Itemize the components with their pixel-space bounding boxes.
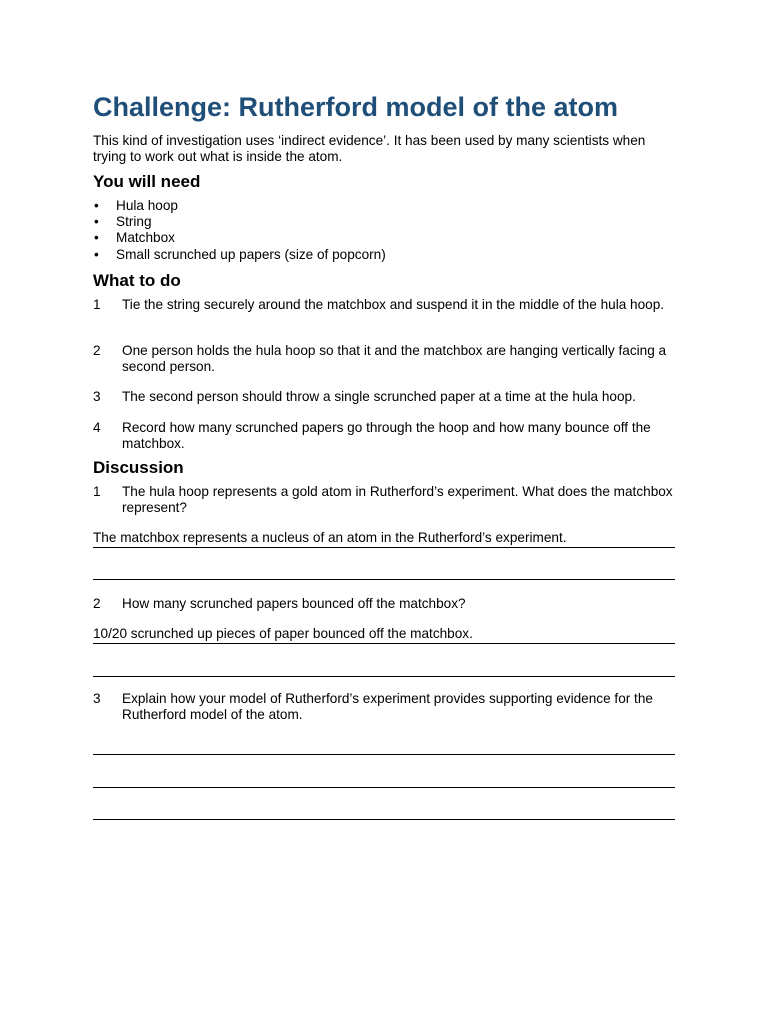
question-number: 1: [93, 484, 101, 499]
step-number: 3: [93, 389, 101, 404]
list-item: [93, 247, 386, 263]
list-item: [93, 230, 386, 246]
step-text: The second person should throw a single scrunched paper at a time at the hula hoop.: [122, 389, 636, 404]
step-item: [93, 343, 675, 375]
list-item-text: String: [116, 214, 152, 230]
question-text: How many scrunched papers bounced off the matchbox?: [122, 596, 466, 611]
step-text: Tie the string securely around the matchbox and suspend it in the middle of the hula hoop.: [122, 297, 665, 312]
question-item: [93, 484, 675, 516]
question-number: 2: [93, 596, 101, 611]
step-item: [93, 297, 675, 313]
list-item-text: Matchbox: [116, 230, 175, 246]
step-item: [93, 420, 675, 452]
discussion-heading: Discussion: [93, 458, 184, 477]
answer-line[interactable]: [93, 547, 675, 548]
page-title: Challenge: Rutherford model of the atom: [93, 92, 619, 122]
answer-line[interactable]: [93, 787, 675, 788]
list-item: [93, 198, 386, 214]
you-will-need-heading: You will need: [93, 172, 201, 191]
intro-paragraph: This kind of investigation uses ‘indirect evidence’. It has been used by many scientists when trying to work out what is inside the atom.: [93, 133, 646, 164]
answer-text[interactable]: The matchbox represents a nucleus of an atom in the Rutherford’s experiment.: [93, 530, 567, 545]
step-item: [93, 389, 675, 405]
materials-list: [93, 198, 386, 263]
question-item: [93, 596, 675, 612]
bullet-icon: •: [94, 214, 99, 230]
step-text: Record how many scrunched papers go through the hoop and how many bounce off the matchbox.: [122, 420, 651, 451]
answer-line[interactable]: [93, 819, 675, 820]
step-text: One person holds the hula hoop so that it and the matchbox are hanging vertically facing a second person.: [122, 343, 667, 374]
list-item-text: Small scrunched up papers (size of popcorn): [116, 246, 386, 262]
answer-text[interactable]: 10/20 scrunched up pieces of paper bounced off the matchbox.: [93, 626, 473, 641]
question-text: The hula hoop represents a gold atom in Rutherford’s experiment. What does the matchbox represent?: [122, 484, 673, 515]
answer-line[interactable]: [93, 579, 675, 580]
step-number: 4: [93, 420, 101, 435]
question-item: [93, 691, 675, 723]
bullet-icon: •: [94, 246, 99, 262]
question-text: Explain how your model of Rutherford’s experiment provides supporting evidence for the Rutherford model of the atom.: [122, 691, 653, 722]
bullet-icon: •: [94, 230, 99, 246]
step-number: 2: [93, 343, 101, 358]
question-number: 3: [93, 691, 101, 706]
list-item-text: Hula hoop: [116, 198, 178, 213]
step-number: 1: [93, 297, 101, 312]
answer-line[interactable]: [93, 643, 675, 644]
answer-line[interactable]: [93, 754, 675, 755]
list-item: [93, 214, 386, 230]
answer-line[interactable]: [93, 676, 675, 677]
bullet-icon: •: [94, 198, 99, 213]
what-to-do-heading: What to do: [93, 271, 181, 290]
